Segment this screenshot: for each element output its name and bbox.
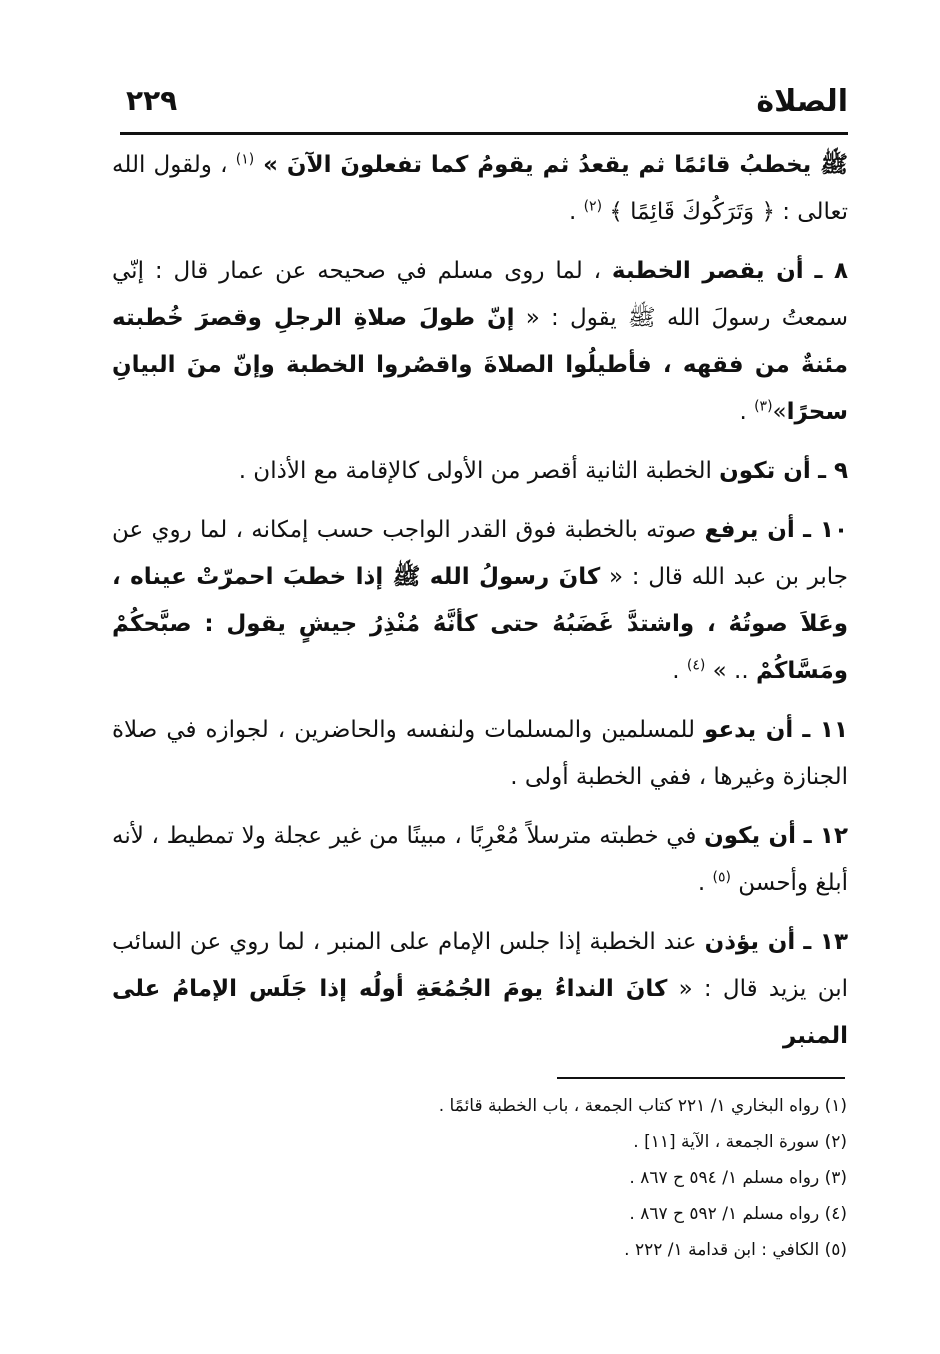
paragraph	[112, 448, 848, 495]
footnote: (٢) سورة الجمعة ، الآية [١١] .	[633, 1132, 847, 1152]
body-text: ، ولقول الله تعالى : ﴿ وَتَرَكُوكَ قَائِمًا ﴾	[112, 152, 848, 225]
body-text: صوته بالخطبة فوق القدر الواجب حسب إمكانه ، لما روي عن جابر بن عبد الله قال : «	[112, 517, 848, 590]
header-divider	[120, 132, 848, 135]
paragraph	[112, 507, 848, 695]
item-lead: أن تكون	[719, 458, 811, 484]
body-text: في خطبته مترسلاً مُعْرِبًا ، مبينًا من غير عجلة ولا تمطيط ، لأنه أبلغ وأحسن	[112, 823, 848, 896]
footnote: (١) رواه البخاري ١/ ٢٢١ كتاب الجمعة ، باب الخطبة قائمًا .	[438, 1096, 847, 1116]
item-lead: أن يؤذن	[704, 929, 796, 955]
hadith-text: إنّ طولَ صلاةِ الرجلِ وقصرَ خُطبته مئنةٌ من فقهه ، فأطيلُوا الصلاةَ واقصُروا الخطبة وإنّ منَ البيانِ سحرًا	[112, 305, 848, 425]
item-lead: أن يقصر الخطبة	[611, 258, 804, 284]
body-text: عند الخطبة إذا جلس الإمام على المنبر ، لما روي عن السائب ابن يزيد قال : «	[112, 929, 848, 1002]
paragraph	[112, 813, 848, 907]
body-text: .	[568, 199, 584, 225]
paragraph	[112, 142, 848, 236]
hadith-text: ﷺ يخطبُ قائمًا ثم يقعدُ ثم يقومُ كما تفعلونَ الآنَ »	[254, 152, 849, 178]
body-text: .	[739, 399, 755, 425]
hadith-text: كانَ النداءُ يومَ الجُمُعَةِ أولُه إذا جَلَس الإمامُ على المنبر	[112, 976, 848, 1049]
item-number: ١٠ ـ	[803, 517, 849, 543]
chapter-title: الصلاة	[756, 84, 848, 119]
item-lead: أن يرفع	[704, 517, 795, 543]
footnote-ref: (٤)	[686, 657, 706, 674]
footnote-ref: (٥)	[712, 869, 731, 886]
item-number: ٨ ـ	[814, 258, 848, 284]
paragraph	[112, 707, 848, 801]
footnote: (٣) رواه مسلم ١/ ٥٩٤ ح ٨٦٧ .	[629, 1168, 847, 1188]
item-lead: أن يكون	[704, 823, 797, 849]
footnotes	[112, 1088, 847, 1268]
body-text: .	[672, 658, 687, 684]
item-lead: أن يدعو	[704, 717, 794, 743]
footnote: (٤) رواه مسلم ١/ ٥٩٢ ح ٨٦٧ .	[629, 1204, 847, 1224]
footnote-ref: (١)	[235, 151, 255, 168]
footnote-ref: (٢)	[583, 198, 603, 215]
item-number: ١١ ـ	[802, 717, 848, 743]
running-header	[120, 80, 848, 130]
body-text: الخطبة الثانية أقصر من الأولى كالإقامة مع الأذان .	[238, 458, 720, 484]
main-text	[112, 142, 848, 1072]
footnote: (٥) الكافي : ابن قدامة ١/ ٢٢٢ .	[624, 1240, 847, 1260]
footnote-ref: (٣)	[754, 398, 773, 415]
hadith-text: كانَ رسولُ الله ﷺ إذا خطبَ احمرّتْ عيناه ، وعَلاَ صوتُهُ ، واشتدَّ غَضَبُهُ حتى كأنَّهُ مُنْذِرُ جيشٍ يقول : صبَّحكُمْ ومَسَّاكُمْ	[112, 564, 848, 684]
paragraph	[112, 248, 848, 436]
item-number: ١٣ ـ	[803, 929, 848, 955]
body-text: »	[772, 399, 787, 425]
item-number: ١٢ ـ	[803, 823, 848, 849]
body-text: للمسلمين والمسلمات ولنفسه والحاضرين ، لجوازه في صلاة الجنازة وغيرها ، ففي الخطبة أولى .	[112, 717, 848, 790]
footnote-divider	[557, 1077, 845, 1079]
item-number: ٩ ـ	[818, 458, 848, 484]
body-text: ، لما روى مسلم في صحيحه عن عمار قال : إنّي سمعتُ رسولَ الله ﷺ يقول : «	[112, 258, 849, 331]
body-text: .	[697, 870, 713, 896]
page-number: ٢٢٩	[126, 84, 178, 117]
paragraph	[112, 919, 848, 1060]
body-text: .. »	[705, 658, 756, 684]
